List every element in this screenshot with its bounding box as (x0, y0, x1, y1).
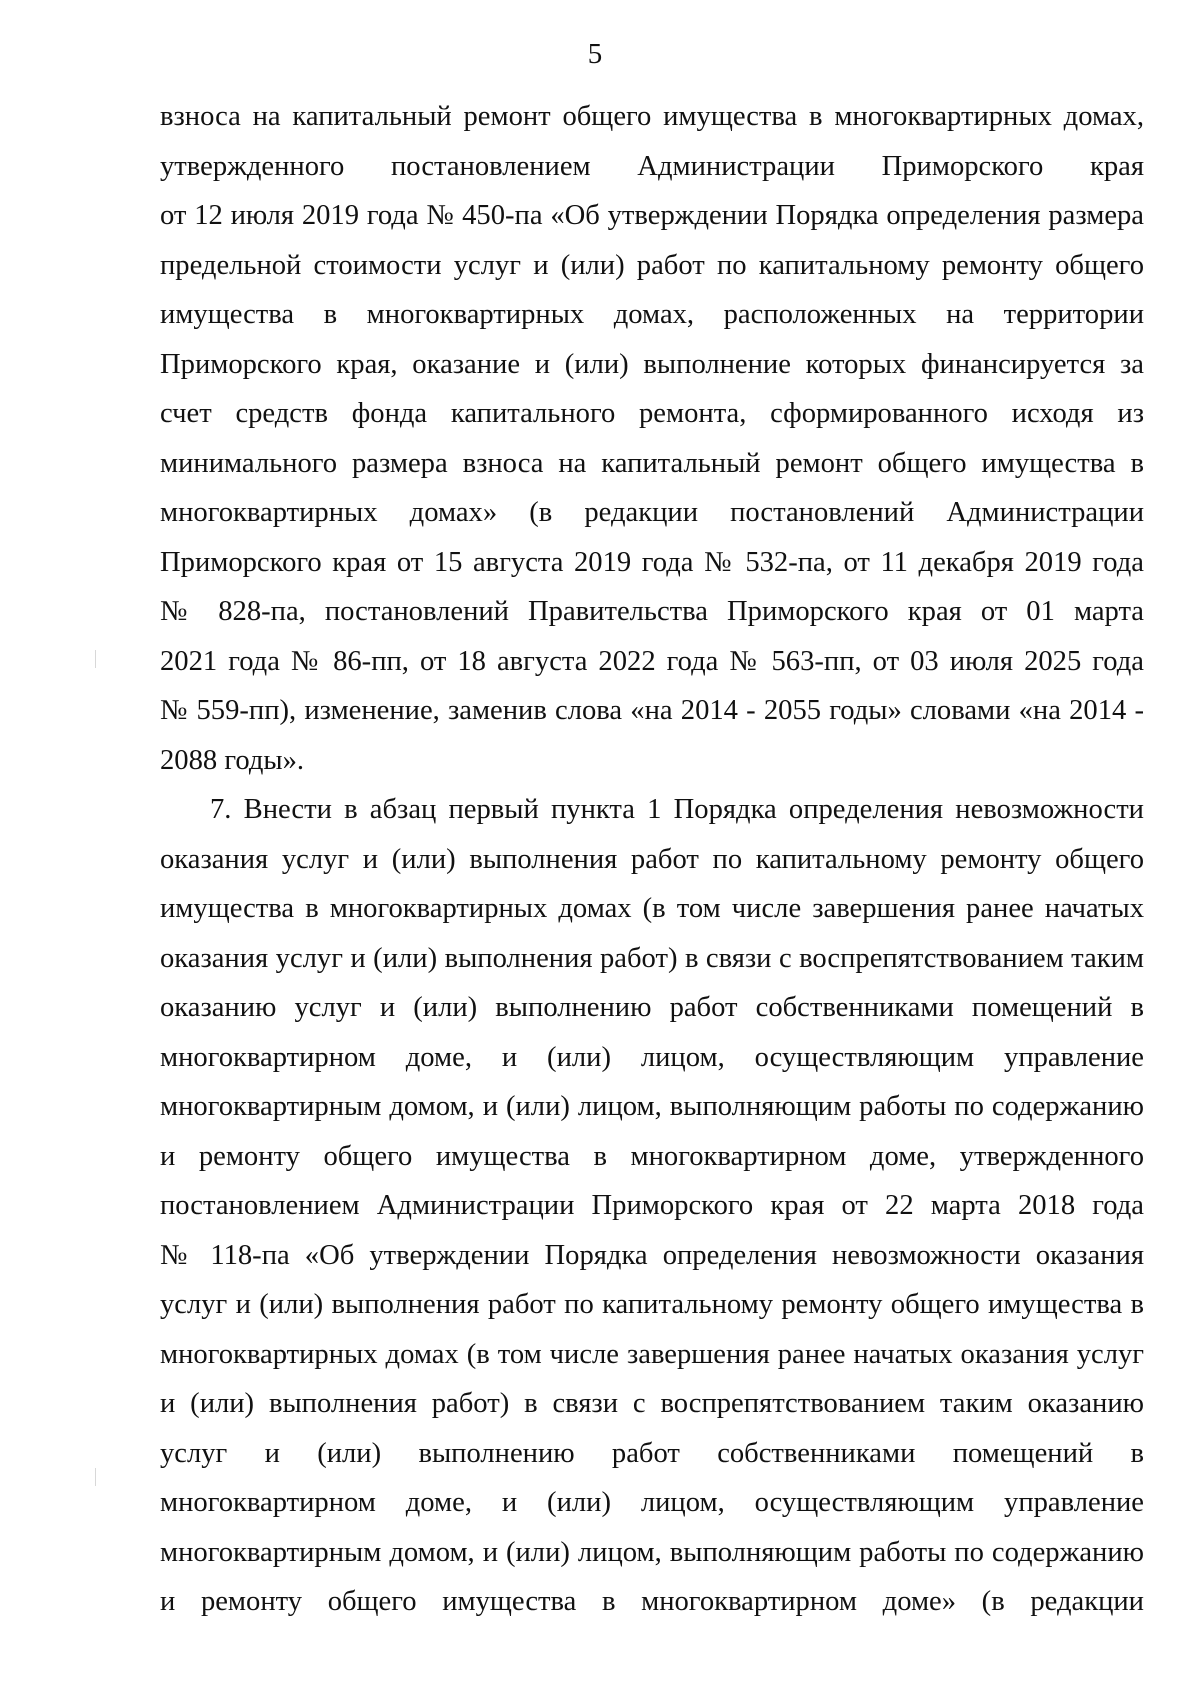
text-line: и ремонту общего имущества в многоквартирном доме» (в редакции (160, 1586, 1144, 1617)
text-line: взноса на капитальный ремонт общего имущества в многоквартирных домах, (160, 101, 1144, 132)
text-line: 2021 года № 86-пп, от 18 августа 2022 года № 563-пп, от 03 июля 2025 года (160, 645, 1144, 677)
text-line: постановлением Администрации Приморского края от 22 марта 2018 года (160, 1190, 1144, 1221)
text-line: и ремонту общего имущества в многоквартирном доме, утвержденного (160, 1140, 1144, 1172)
page-number: 5 (587, 38, 603, 70)
text-line: от 12 июля 2019 года № 450-па «Об утверждении Порядка определения размера (160, 200, 1144, 231)
text-line: оказания услуг и (или) выполнения работ) в связи с воспрепятствованием таким (160, 942, 1144, 974)
text-line: многоквартирным домом, и (или) лицом, выполняющим работы по содержанию (160, 1536, 1144, 1568)
text-line: многоквартирном доме, и (или) лицом, осуществляющим управление (160, 1487, 1144, 1518)
text-line: предельной стоимости услуг и (или) работ по капитальному ремонту общего (160, 249, 1144, 281)
scan-artifact-mark (95, 1468, 96, 1486)
paragraph-end-line: 2088 годы». (160, 744, 305, 776)
text-line: № 828-па, постановлений Правительства Приморского края от 01 марта (160, 596, 1144, 627)
text-line: утвержденного постановлением Администрации Приморского края (160, 150, 1144, 182)
text-line: услуг и (или) выполнению работ собственниками помещений в (160, 1437, 1144, 1469)
text-line: услуг и (или) выполнения работ по капитальному ремонту общего имущества в (160, 1289, 1144, 1320)
text-line: счет средств фонда капитального ремонта, сформированного исходя из (160, 398, 1144, 429)
text-line: имущества в многоквартирных домах, расположенных на территории (160, 299, 1144, 330)
text-line: многоквартирных домах (в том числе завершения ранее начатых оказания услуг (160, 1338, 1144, 1370)
text-line: и (или) выполнения работ) в связи с воспрепятствованием таким оказанию (160, 1388, 1144, 1419)
text-line: многоквартирных домах» (в редакции постановлений Администрации (160, 497, 1144, 528)
text-line: имущества в многоквартирных домах (в том числе завершения ранее начатых (160, 893, 1144, 924)
scan-artifact-mark (95, 650, 96, 668)
text-line: оказания услуг и (или) выполнения работ по капитальному ремонту общего (160, 843, 1144, 875)
document-body (160, 92, 1144, 1627)
text-line: № 118-па «Об утверждении Порядка определения невозможности оказания (160, 1239, 1144, 1271)
paragraph-start-line: 7. Внести в абзац первый пункта 1 Порядка определения невозможности (210, 794, 1144, 825)
text-line: многоквартирном доме, и (или) лицом, осуществляющим управление (160, 1041, 1144, 1073)
text-line: оказанию услуг и (или) выполнению работ собственниками помещений в (160, 992, 1144, 1023)
text-line: многоквартирным домом, и (или) лицом, выполняющим работы по содержанию (160, 1091, 1144, 1122)
text-line: минимального размера взноса на капитальный ремонт общего имущества в (160, 447, 1144, 479)
text-line: № 559-пп), изменение, заменив слова «на 2014 - 2055 годы» словами «на 2014 - (160, 695, 1144, 726)
text-line: Приморского края от 15 августа 2019 года № 532-па, от 11 декабря 2019 года (160, 546, 1144, 578)
text-line: Приморского края, оказание и (или) выполнение которых финансируется за (160, 348, 1144, 380)
